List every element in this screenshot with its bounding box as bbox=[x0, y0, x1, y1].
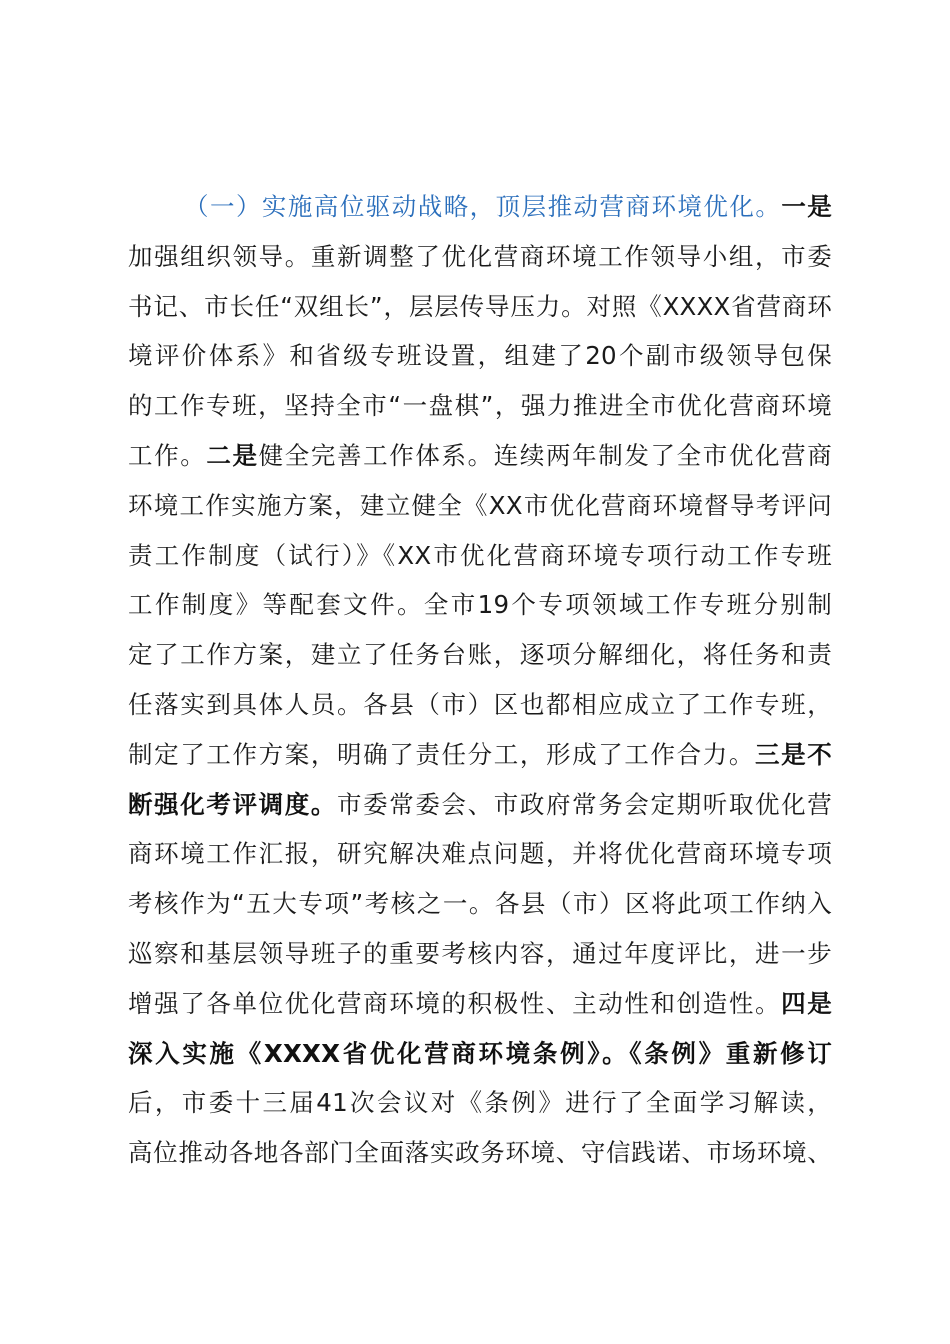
text-segment: 工作制度》等配套文件。全市19个专项领域工作专班分别制 bbox=[128, 590, 832, 620]
text-segment-bold: 四是 bbox=[781, 988, 832, 1018]
text-segment: 巡察和基层领导班子的重要考核内容，通过年度评比，进一步 bbox=[128, 938, 832, 968]
text-segment-bold: 断强化考评调度。 bbox=[128, 789, 338, 819]
text-segment: 健全完善工作体系。连续两年制发了全市优化营商 bbox=[258, 440, 833, 470]
paragraph-line-14 bbox=[128, 829, 832, 879]
document-body bbox=[128, 182, 832, 1178]
paragraph-line-15 bbox=[128, 879, 832, 929]
paragraph-line-2 bbox=[128, 232, 832, 282]
text-segment: 境评价体系》和省级专班设置，组建了20个副市级领导包保 bbox=[128, 341, 832, 371]
text-segment: 任落实到具体人员。各县（市）区也都相应成立了工作专班， bbox=[128, 689, 832, 719]
paragraph-line-18 bbox=[128, 1029, 832, 1079]
text-segment: 工作。 bbox=[128, 440, 207, 470]
text-segment: 高位推动各地各部门全面落实政务环境、守信践诺、市场环境、 bbox=[128, 1138, 832, 1168]
paragraph-line-19 bbox=[128, 1078, 832, 1128]
paragraph-line-5 bbox=[128, 381, 832, 431]
text-segment-bold: 二是 bbox=[206, 440, 259, 470]
paragraph-line-17 bbox=[128, 979, 832, 1029]
paragraph-line-6 bbox=[128, 431, 832, 481]
section-heading: （一）实施高位驱动战略，顶层推动营商环境优化。 bbox=[184, 192, 782, 221]
paragraph-line-4 bbox=[128, 331, 832, 381]
paragraph-line-1 bbox=[128, 182, 832, 232]
text-segment: 书记、市长任“双组长”，层层传导压力。对照《XXXX省营商环 bbox=[128, 291, 832, 321]
text-segment: 商环境工作汇报，研究解决难点问题，并将优化营商环境专项 bbox=[128, 839, 832, 869]
text-segment-bold: 三是不 bbox=[755, 739, 832, 769]
text-segment: 增强了各单位优化营商环境的积极性、主动性和创造性。 bbox=[128, 988, 782, 1018]
paragraph-line-11 bbox=[128, 680, 832, 730]
paragraph-line-16 bbox=[128, 929, 832, 979]
paragraph-line-12 bbox=[128, 730, 832, 780]
text-segment: 环境工作实施方案，建立健全《XX市优化营商环境督导考评问 bbox=[128, 490, 832, 520]
paragraph-line-3 bbox=[128, 282, 832, 332]
text-segment: 定了工作方案，建立了任务台账，逐项分解细化，将任务和责 bbox=[128, 640, 832, 670]
text-segment: 后，市委十三届41次会议对《条例》进行了全面学习解读， bbox=[128, 1088, 832, 1118]
text-segment: 制定了工作方案，明确了责任分工，形成了工作合力。 bbox=[128, 739, 756, 769]
text-segment: 一是 bbox=[781, 192, 832, 221]
paragraph-line-10 bbox=[128, 630, 832, 680]
text-segment: 责工作制度（试行）》《XX市优化营商环境专项行动工作专班 bbox=[128, 540, 832, 570]
text-segment-bold: 深入实施《XXXX省优化营商环境条例》。《条例》重新修订 bbox=[128, 1038, 832, 1068]
text-segment: 考核作为“五大专项”考核之一。各县（市）区将此项工作纳入 bbox=[128, 889, 832, 919]
paragraph-line-7 bbox=[128, 481, 832, 531]
paragraph-line-9 bbox=[128, 580, 832, 630]
text-segment: 的工作专班，坚持全市“一盘棋”，强力推进全市优化营商环境 bbox=[128, 391, 832, 421]
paragraph-line-20 bbox=[128, 1128, 832, 1178]
text-segment: 市委常委会、市政府常务会定期听取优化营 bbox=[337, 789, 832, 819]
text-segment: 加强组织领导。重新调整了优化营商环境工作领导小组，市委 bbox=[128, 241, 832, 271]
paragraph-line-13 bbox=[128, 780, 832, 830]
paragraph-line-8 bbox=[128, 531, 832, 581]
